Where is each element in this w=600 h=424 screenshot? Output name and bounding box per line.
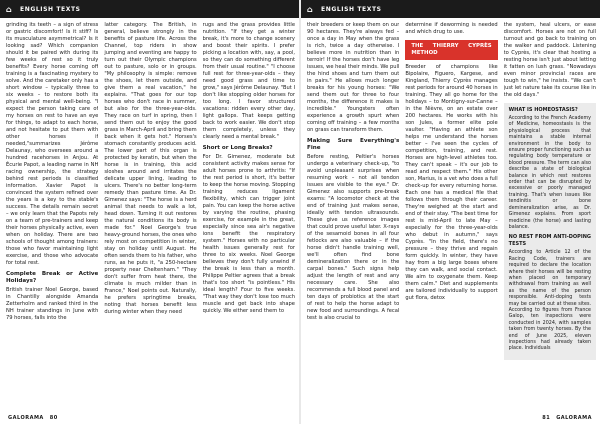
magazine-logo: GALORAMA: [8, 415, 44, 421]
body-paragraph: Before resting, Peltier's horses undergo a veterinary check-up, "to avoid unpleasant surprises when resuming work – not all tendon issues are visible to the eye." Dr. Gimenez also supports pre-break exams: "A locomotor check at the end of training just makes sense, ideally with tendon ultrasounds. These give us reference images that could prove useful later. X-rays of the sesamoid bones in all four fetlocks are also valuable – if the horse didn't handle training well, we'll often find bone demineralization there or in the carpal bones." Such signs help adjust the length of rest and any necessary care. She also recommends a full blood panel and ten days of probiotics at the start of rest to help the horse adapt to new food and surroundings. A fecal test is also crucial to: [307, 154, 400, 321]
info-sidebar: [504, 103, 596, 360]
method-banner: THE THIERRY CYPRÈS METHOD: [405, 40, 497, 60]
body-paragraph: British trainer Noel George, based in Chantilly alongside Amanda Zetterholm and ranked third in the NH trainer standings in June with 79 horses, falls into the: [6, 287, 99, 321]
left-columns: [6, 22, 295, 410]
sidebar-title: WHAT IS HOMEOSTASIS?: [508, 107, 578, 113]
sidebar-text: According to Article 12 of the Racing Code, trainers are required to declare the location where their horses will be resting when placed on temporary withdrawal from training as well as the name of the person responsible. Anti-doping tests may be carried out at these sites. According to figures from France Galop, ten inspections were conducted in 2024, with samples taken from twenty horses. By the end of June 2025, eleven inspections had already taken place. Individuals: [508, 250, 591, 352]
left-page: [0, 0, 299, 424]
left-header-title: ENGLISH TEXTS: [20, 5, 81, 13]
right-page: [301, 0, 600, 424]
left-column-3: [203, 22, 295, 410]
sidebar-title: NO REST FROM ANTI-DOPING TESTS: [508, 234, 591, 248]
right-column-3: [504, 22, 596, 410]
left-footer: [0, 412, 299, 424]
home-icon[interactable]: ⌂: [5, 4, 13, 14]
body-paragraph: the system, heal ulcers, or ease discomfort. Horses are not on full turnout and go back to training on the walker and paddock. Listening to Cyprès, it's clear that hosting a resting horse isn't just about letting it fatten on lush grass. "Nowadays even minor provincial races are tough to win," he insists. "We can't just let nature take its course like in the old days.": [503, 22, 596, 98]
right-columns: [307, 22, 596, 410]
right-column-2: [405, 22, 497, 410]
sidebar-text: According to the French Academy of Medicine, homeostasis is the physiological process that maintains a stable internal environment in the body to ensure proper functioning such as regulating body temperature or blood pressure. The term can also describe a state of biological balance in which rest restores order that can be disrupted by excessive or poorly managed training. That's when issues like tendinitis or bone demineralization arise, as Dr. Gimenez explains. From sport medicine (the horse) and lasting balance.: [508, 116, 591, 230]
left-header-bar: [0, 0, 299, 18]
section-subhead: Making Sure Everything's Fine: [307, 138, 400, 151]
body-paragraph: Breeder of champions like Bipolaire, Figuero, Kargese, and Kingland, Thierry Cyprès manages rest periods for around 40 horses in training. They all go home for the holidays – to Montigny-sur-Canne – in the Nièvre, on an estate over 200 hectares. He works with his son Jules, a former elite pole vaulter. "Having an athlete son helps me understand the horses better – I've seen the cycles of competition, training, and rest. Horses are high-level athletes too. They can't speak – it's our job to read and respect them." His other son, Marius, is a vet who does a full check-up for every returning horse. Each one has a medical file that follows them through their career. They're weighed at the start and end of their stay. "The best time for rest is mid-April to late May – especially for the three-year-olds who debut in autumn," says Cyprès. "In the field, there's no pressure – they thrive and regain form quickly. In winter, they have hay from a big large boxes where they can walk, and social contact. We aim to oxygenate them. Keep them calm." Diet and supplements are tailored individually to support gut flora, detox: [405, 64, 498, 301]
body-paragraph: rugs and the grass provides little nutrition. "If they get a winter break, it's more to change scenery and boost their spirits. I prefer picking a location with, say, a pool, so they can do something different from their usual routine." "I choose full rest for three-year-olds – they need good grass and time to grow," says Jérôme Delaunay. "But I don't like stopping older horses for too long. I favor structured vacations: ridden every other day, light gallops. That keeps getting back to work easier. We don't stop them completely, unless they clearly need a mental break.": [202, 22, 295, 140]
body-paragraph: latter category. The British, in general, believe strongly in the benefits of pasture life. Across the Channel, top riders in show jumping and eventing are happy to turn out their Olympic champions out to pasture, solo or in groups. "My philosophy is simple: remove the shoes, let them outside, and give them a real vacation," he explains. "That goes for our top horses who don't race in summer, but also for the three-year-olds. They race on turf in spring, then I send them out to enjoy the good grass in March-April and bring them back when it gets hot." Horses's stomach constantly produces acid. The lower part of this organ is protected by keratin, but when the horse is in training, this acid sloshes around and irritates the delicate upper lining, leading to ulcers. There's no better long-term remedy than pasture time. As Dr. Gimenez says: "The horse is a herd animal that needs to walk a lot, head down. Turning it out restores the natural conditions its body is made for." Noel George's true heavy-ground horses, the ones who rely most on competition in winter, stay on holiday until August. He often sends them to his father, who runs, as he puts it, "a 250-hectare property near Cheltenham." "They don't suffer from heat there, the climate is much milder than in France," Noel points out. Naturally, he prefers springtime breaks, noting that horses benefit less during winter when they need: [104, 22, 197, 315]
right-footer: [301, 412, 600, 424]
page-number: 80: [49, 415, 58, 421]
section-subhead: Complete Break or Active Holidays?: [6, 271, 99, 284]
left-column-2: [104, 22, 196, 410]
page-number: 81: [542, 415, 551, 421]
body-paragraph: determine if deworming is needed and which drug to use.: [405, 22, 498, 35]
body-paragraph: grinding its teeth – a sign of stress or gastric discomfort! Is it stiff? Is its musculature asymmetrical? Is it looking sad? Which companion should it be paired with during its few weeks of rest so it truly benefits? Every horse coming off training is a fascinating mystery to solve. And the caretaker only has a short window – typically three to six weeks – to restore both its physical and mental well-being. "I expect the person taking care of my horses on rest to have an eye for things, to adapt to each horse, and not hesitate to put them with other horses if needed,"summarizes Jérôme Delaunay, who oversees around a hundred racehorses in Anjou. At Écurie Papot, a leading name in NH racing ownership, the strategy behind rest periods is classified information. Xavier Papot is convinced the system refined over the years is a key to the stable's success. The details remain secret – we only learn that the Papots rely on a team of pre-trainers and keep their horses physically active, even when on holiday. There are two schools of thought among trainers: those who favor maintaining light exercise, and those who advocate for total rest.: [6, 22, 99, 266]
left-column-1: [6, 22, 98, 410]
body-paragraph: their breeders or keep them on our 90 hectares. They're always fed – once a day in May when the grass is rich, twice a day otherwise. I believe more in nutrition than in terroir! If the horses don't have leg issues, we heal their minds. We pull the hind shoes and turn them out in pairs." He allows much longer breaks for his young horses: "We send them out for three to four months, the difference it makes is incredible." Youngsters often experience a growth spurt when coming off training – a few months on grass can transform them.: [307, 22, 400, 133]
right-column-1: [307, 22, 399, 410]
right-header-title: ENGLISH TEXTS: [321, 5, 382, 13]
home-icon[interactable]: ⌂: [306, 4, 314, 14]
right-header-bar: [301, 0, 600, 18]
body-paragraph: For Dr. Gimenez, moderate but consistent activity makes sense for adult horses prone to arthritis: "If the rest period is short, it's better to keep the horse moving. Stopping training reduces ligament flexibility, which can trigger joint pain. You can keep the horse active by varying the routine, phasing exercise, for example in the great, especially since sea air's negative ions benefit the respiratory system." Horses with no particular health issues generally rest for three to six weeks. Noel George believes they don't fully unwind if the break is less than a month. Philippe Peltier agrees that a break that's too short "is pointless." His ideal length? Four to five weeks. "That way they don't lose too much muscle and get back into shape quickly. We either send them to: [202, 154, 295, 314]
section-subhead: Short or Long Breaks?: [202, 145, 273, 151]
magazine-logo: GALORAMA: [556, 415, 592, 421]
